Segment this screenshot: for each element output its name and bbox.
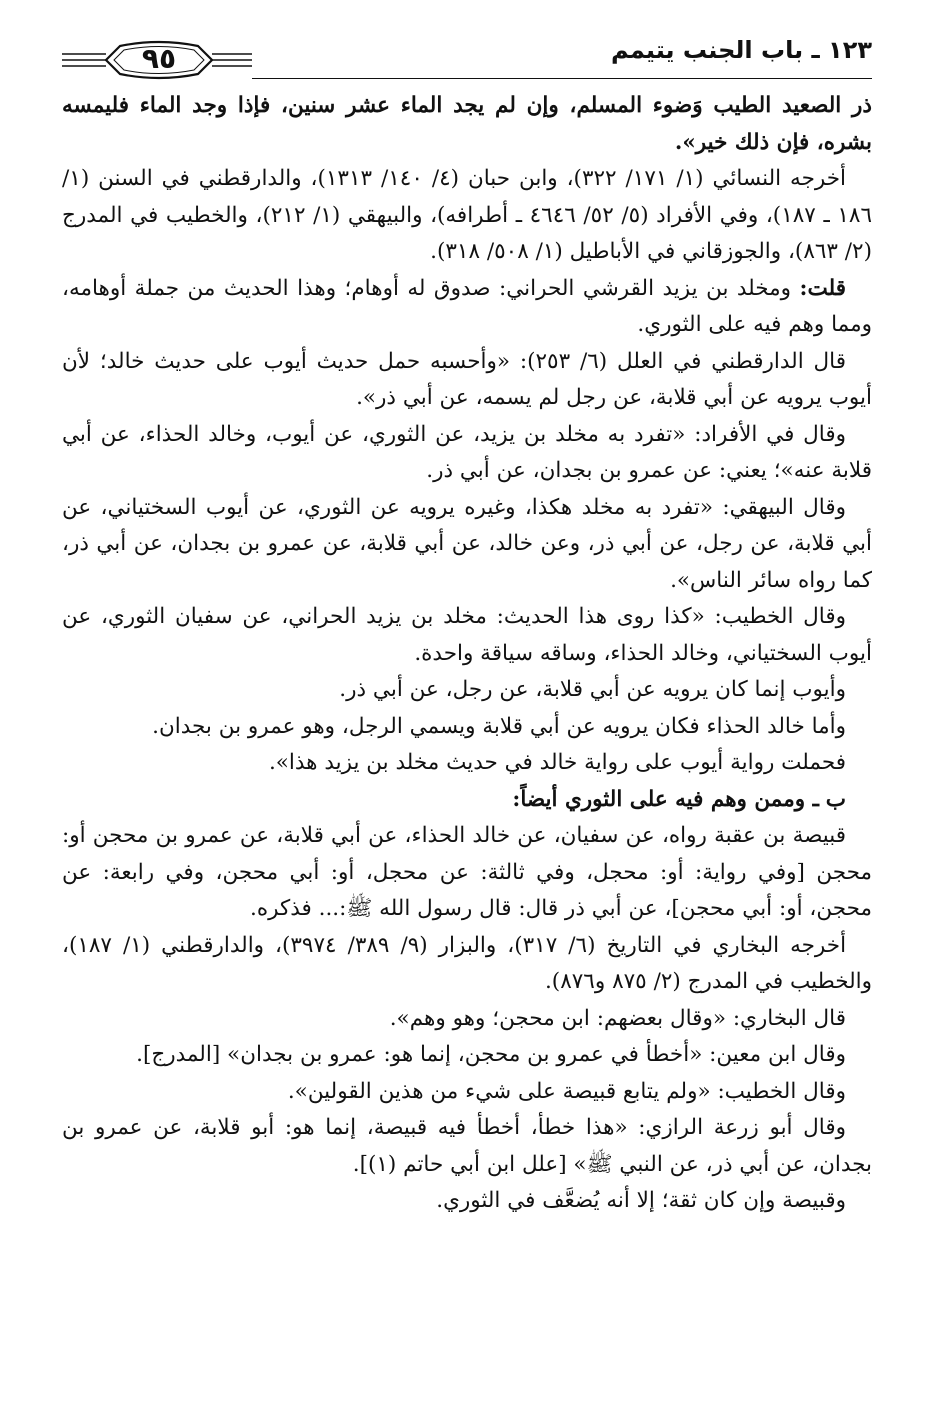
- paragraph-qabisa: قبيصة بن عقبة رواه، عن سفيان، عن خالد الحذاء، عن أبي قلابة، عن عمرو بن محجن أو: محجن [وفي رواية: أو: محجل، وفي ثالثة: عن محجل، أو: أبي محجن، وفي رابعة: عن محجن، أو: أبي محجن]، عن أبي ذر قال: قال رسول الله ﷺ:... فذكره.: [62, 823, 872, 921]
- page-number: ٩٥: [141, 42, 177, 75]
- paragraph-khatib-4: فحملت رواية أيوب على رواية خالد في حديث مخلد بن يزيد هذا».: [268, 750, 846, 775]
- paragraph-hadith-end: ذر الصعيد الطيب وَضوء المسلم، وإن لم يجد الماء عشر سنين، فإذا وجد الماء فليمسه بشره، فإن ذلك خير».: [62, 93, 872, 155]
- label-b: ب: [825, 786, 846, 812]
- paragraph-section-b: [62, 782, 872, 819]
- header-rule: [252, 78, 872, 79]
- label-qult: قلت:: [799, 275, 846, 301]
- running-title: ١٢٣ ـ باب الجنب يتيمم: [611, 36, 872, 64]
- paragraph-takhrij-2: أخرجه البخاري في التاريخ (٦/ ٣١٧)، والبزار (٩/ ٣٨٩/ ٣٩٧٤)، والدارقطني (١/ ١٨٧)، والخطيب في المدرج (٢/ ٨٧٥ و٨٧٦).: [62, 932, 872, 994]
- paragraph-ibn-main: وقال ابن معين: «أخطأ في عمرو بن محجن، إنما هو: عمرو بن بجدان» [المدرج].: [136, 1042, 846, 1067]
- paragraph-bukhari: قال البخاري: «وقال بعضهم: ابن محجن؛ وهو وهم».: [389, 1005, 846, 1031]
- page-header: [62, 30, 872, 88]
- paragraph-khatib-2: وأيوب إنما كان يرويه عن أبي قلابة، عن رجل، عن أبي ذر.: [339, 677, 846, 702]
- paragraph-khatib-3: وأما خالد الحذاء فكان يرويه عن أبي قلابة ويسمي الرجل، وهو عمرو بن بجدان.: [152, 713, 846, 739]
- paragraph-section-b-text: ـ وممن وهم فيه على الثوري أيضاً:: [512, 786, 819, 812]
- paragraph-khatib-1: وقال الخطيب: «كذا روى هذا الحديث: مخلد بن يزيد الحراني، عن سفيان الثوري، عن أيوب السختياني، وخالد الحذاء، وساقه سياقة واحدة.: [62, 604, 872, 666]
- paragraph-bayhaqi: وقال البيهقي: «تفرد به مخلد هكذا، وغيره يرويه عن الثوري، عن أيوب السختياني، عن أبي قلابة، عن رجل، عن أبي ذر، وعن خالد، عن أبي قلابة، عن عمرو بن بجدان، عن أبي ذر، كما رواه سائر الناس».: [62, 494, 872, 593]
- paragraph-daraqutni-ilal: قال الدارقطني في العلل (٦/ ٢٥٣): «وأحسبه حمل حديث أيوب على حديث خالد؛ لأن أيوب يرويه عن أبي قلابة، عن رجل لم يسمه، عن أبي ذر».: [62, 348, 872, 410]
- paragraph-takhrij-1: أخرجه النسائي (١/ ١٧١/ ٣٢٢)، وابن حبان (٤/ ١٤٠/ ١٣١٣)، والدارقطني في السنن (١/ ١٨٦ ـ ١٨٧)، وفي الأفراد (٥/ ٥٢/ ٤٦٤٦ ـ أطرافه)، والبيهقي (١/ ٢١٢)، والخطيب في المدرج (٢/ ٨٦٣)، والجوزقاني في الأباطيل (١/ ٥٠٨/ ٣١٨).: [62, 166, 873, 264]
- book-page: [62, 30, 872, 1220]
- page-number-ornament: [62, 40, 252, 80]
- paragraph-qult: [62, 271, 872, 344]
- paragraph-khatib-5: وقال الخطيب: «ولم يتابع قبيصة على شيء من هذين القولين».: [287, 1078, 846, 1104]
- body-text: [62, 88, 872, 1220]
- paragraph-afrad: وقال في الأفراد: «تفرد به مخلد بن يزيد، عن الثوري، عن أيوب، وخالد الحذاء، عن أبي قلابة عنه»؛ يعني: عن عمرو بن بجدان، عن أبي ذر.: [62, 421, 872, 483]
- paragraph-qult-text: ومخلد بن يزيد القرشي الحراني: صدوق له أوهام؛ وهذا الحديث من جملة أوهامه، ومما وهم فيه على الثوري.: [62, 275, 872, 337]
- paragraph-abu-zura: وقال أبو زرعة الرازي: «هذا خطأ، أخطأ فيه قبيصة، إنما هو: أبو قلابة، عن عمرو بن بجدان، عن أبي ذر، عن النبي ﷺ» [علل ابن أبي حاتم (١)].: [62, 1115, 872, 1177]
- paragraph-qabisa-thiqa: وقبيصة وإن كان ثقة؛ إلا أنه يُضعَّف في الثوري.: [436, 1188, 846, 1213]
